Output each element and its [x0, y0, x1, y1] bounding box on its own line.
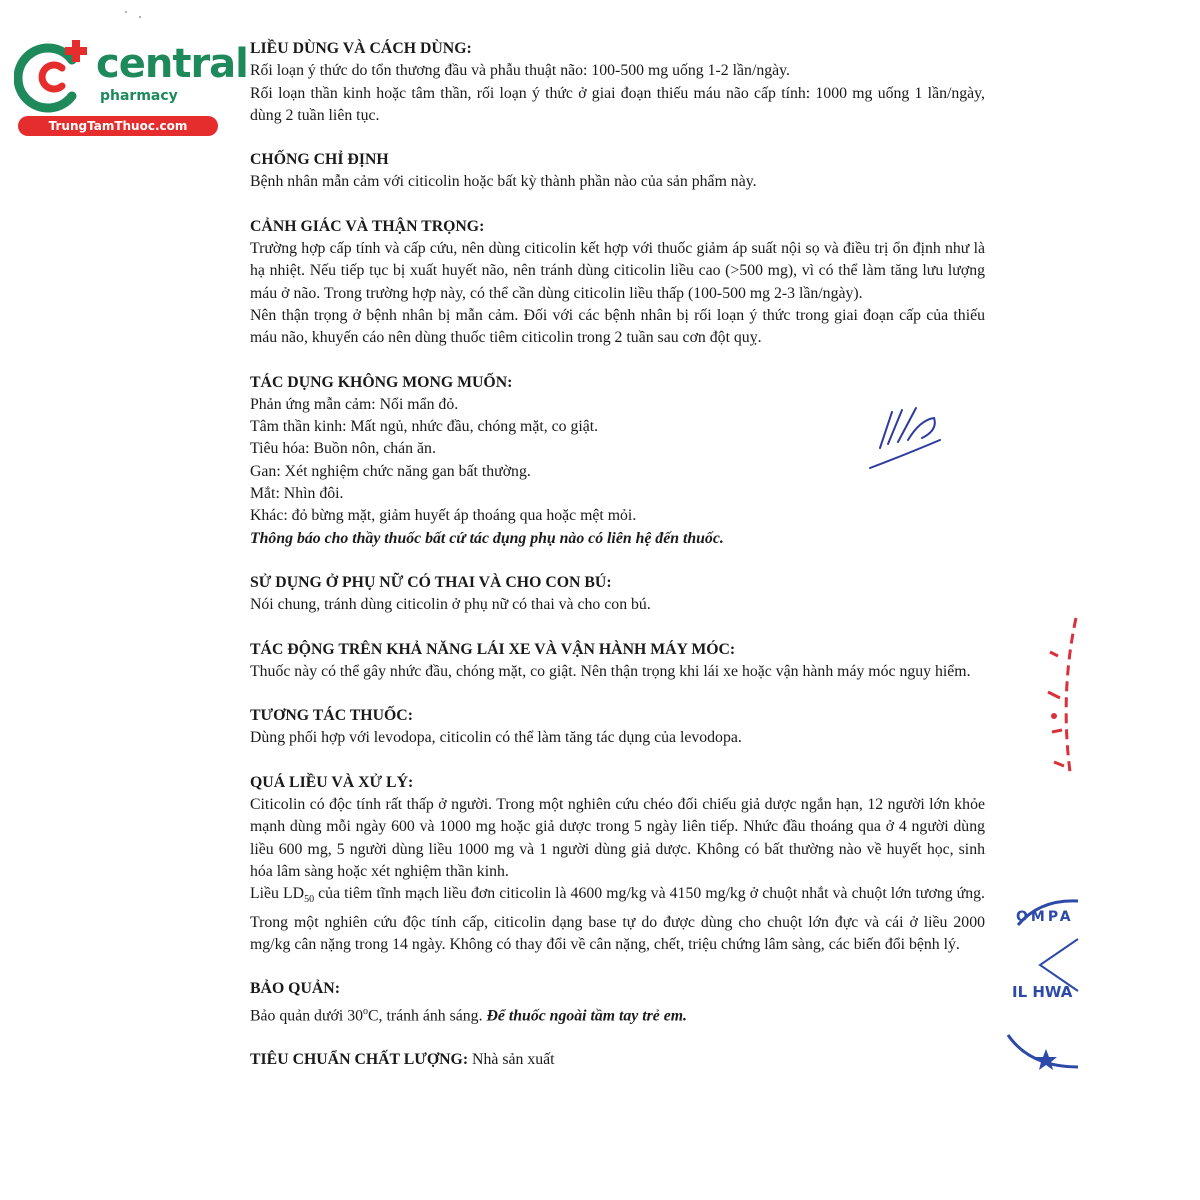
paragraph: Citicolin có độc tính rất thấp ở người. Trong một nghiên cứu chéo đối chiếu giả dược ngắn hạn, 12 người lớn khỏe mạnh dùng mỗi ngày 600 và 1000 mg hoặc giả dược trong 5 ngày liên tiếp. Nhức đầu thoáng qua ở 4 người dùng liều 600 mg, 5 người dùng liều 1000 mg và 1 người dùng giả dược. Không có bất thường nào về huyết học, sinh hóa lâm sàng hoặc xét nghiệm thần kinh.	[250, 796, 985, 880]
paragraph: Thuốc này có thể gây nhức đầu, chóng mặt, co giật. Nên thận trọng khi lái xe hoặc vận hành máy móc nguy hiểm.	[250, 662, 971, 680]
section-body	[250, 1001, 985, 1028]
section-heading: SỬ DỤNG Ở PHỤ NỮ CÓ THAI VÀ CHO CON BÚ:	[250, 573, 612, 591]
section-heading: TƯƠNG TÁC THUỐC:	[250, 707, 413, 725]
paragraph: Nói chung, tránh dùng citicolin ở phụ nữ có thai và cho con bú.	[250, 596, 651, 614]
list-item: Mắt: Nhìn đôi.	[250, 485, 344, 503]
company-stamp	[1000, 895, 1080, 1075]
ld50-text: của tiêm tĩnh mạch liều đơn citicolin là 4600 mg/kg và 4150 mg/kg ở chuột nhắt và chuột lớn tương ứng. Trong một nghiên cứu độc tính cấp, citicolin dạng base tự do được dùng cho chuột lớn đực và cái ở liều 2000 mg/kg cân nặng trong 14 ngày. Không có thay đổi về cân nặng, chết, triệu chứng lâm sàng, các biến đổi bệnh lý.	[250, 885, 985, 953]
list-item: Gan: Xét nghiệm chức năng gan bất thường.	[250, 462, 531, 480]
section-body	[250, 238, 985, 349]
pharmacy-cross-icon	[14, 38, 94, 114]
storage-text-b: C, tránh ánh sáng.	[368, 1006, 487, 1024]
paragraph: Dùng phối hợp với levodopa, citicolin có thể làm tăng tác dụng của levodopa.	[250, 729, 742, 747]
stamp-middle-text: IL HWA	[1012, 983, 1073, 1001]
section-body	[250, 594, 985, 616]
list-item: Tâm thần kinh: Mất ngủ, nhức đầu, chóng mặt, co giật.	[250, 418, 599, 436]
section-body	[250, 794, 985, 956]
leaflet-document	[250, 38, 985, 1093]
section-overdose	[250, 772, 985, 957]
storage-text-a: Bảo quản dưới 30	[250, 1006, 364, 1024]
section-heading: LIỀU DÙNG VÀ CÁCH DÙNG:	[250, 40, 472, 57]
section-dosage	[250, 38, 985, 127]
central-pharmacy-logo	[8, 34, 248, 144]
section-warnings	[250, 216, 985, 350]
brand-url[interactable]: TrungTamThuoc.com	[18, 116, 218, 136]
scan-speck-decoration	[122, 8, 152, 20]
section-body	[250, 661, 985, 683]
section-body	[250, 60, 985, 127]
paragraph: Rối loạn ý thức do tổn thương đầu và phẫu thuật não: 100-500 mg uống 1-2 lần/ngày.	[250, 62, 790, 80]
list-item: Phản ứng mẫn cảm: Nổi mẩn đỏ.	[250, 395, 459, 413]
ld50-subscript: 50	[304, 894, 315, 906]
ld50-prefix: Liều LD	[250, 885, 305, 903]
list-item: Tiêu hóa: Buồn nôn, chán ăn.	[250, 440, 436, 458]
section-heading: BẢO QUẢN:	[250, 980, 340, 998]
ld50-paragraph	[250, 883, 985, 956]
section-storage	[250, 978, 985, 1027]
storage-text	[250, 1001, 985, 1028]
paragraph: Nên thận trọng ở bệnh nhân bị mẫn cảm. Đối với các bệnh nhân bị rối loạn ý thức trong giai đoạn cấp của thiếu máu não, khuyến cáo nên dùng thuốc tiêm citicolin trong 2 tuần sau cơn đột quỵ.	[250, 306, 985, 347]
signature-scribble	[862, 400, 952, 475]
section-heading: TIÊU CHUẨN CHẤT LƯỢNG:	[250, 1051, 469, 1069]
section-driving	[250, 639, 985, 684]
stamp-top-text: OMPA	[1016, 909, 1074, 925]
red-stamp-fragment	[1040, 612, 1080, 782]
paragraph: Bệnh nhân mẫn cảm với citicolin hoặc bất kỳ thành phần nào của sản phẩm này.	[250, 173, 757, 191]
section-quality	[250, 1049, 985, 1071]
storage-warning: Để thuốc ngoài tầm tay trẻ em.	[486, 1006, 688, 1024]
section-interactions	[250, 705, 985, 750]
section-contraindications	[250, 149, 985, 194]
section-heading: QUÁ LIỀU VÀ XỬ LÝ:	[250, 773, 414, 791]
brand-name: central	[96, 41, 248, 87]
section-heading: CẢNH GIÁC VÀ THẬN TRỌNG:	[250, 217, 485, 235]
section-heading: TÁC ĐỘNG TRÊN KHẢ NĂNG LÁI XE VÀ VẬN HÀNH MÁY MÓC:	[250, 640, 736, 658]
section-body	[250, 171, 985, 193]
paragraph: Rối loạn thần kinh hoặc tâm thần, rối loạn ý thức ở giai đoạn thiếu máu não cấp tính: 1000 mg uống 1 lần/ngày, dùng 2 tuần liên tục.	[250, 84, 985, 124]
paragraph: Trường hợp cấp tính và cấp cứu, nên dùng citicolin kết hợp với thuốc giảm áp suất nội sọ và điều trị ổn định như là hạ nhiệt. Nếu tiếp tục bị xuất huyết não, nên tránh dùng citicolin liều cao (>500 mg), vì có thể làm tăng lưu lượng máu ở não. Trong trường hợp này, có thể cần dùng citicolin liều thấp (100-500 mg 2-3 lần/ngày).	[250, 240, 985, 302]
section-heading: CHỐNG CHỈ ĐỊNH	[250, 151, 389, 169]
list-item: Khác: đỏ bừng mặt, giảm huyết áp thoáng qua hoặc mệt mỏi.	[250, 507, 637, 525]
section-heading: TÁC DỤNG KHÔNG MONG MUỐN:	[250, 373, 513, 391]
quality-value: Nhà sản xuất	[468, 1051, 555, 1069]
degree-sup: o	[363, 1005, 369, 1017]
brand-sub: pharmacy	[100, 88, 178, 104]
section-body	[250, 727, 985, 749]
section-pregnancy	[250, 572, 985, 617]
side-effects-notice: Thông báo cho thầy thuốc bất cứ tác dụng phụ nào có liên hệ đến thuốc.	[250, 529, 724, 547]
